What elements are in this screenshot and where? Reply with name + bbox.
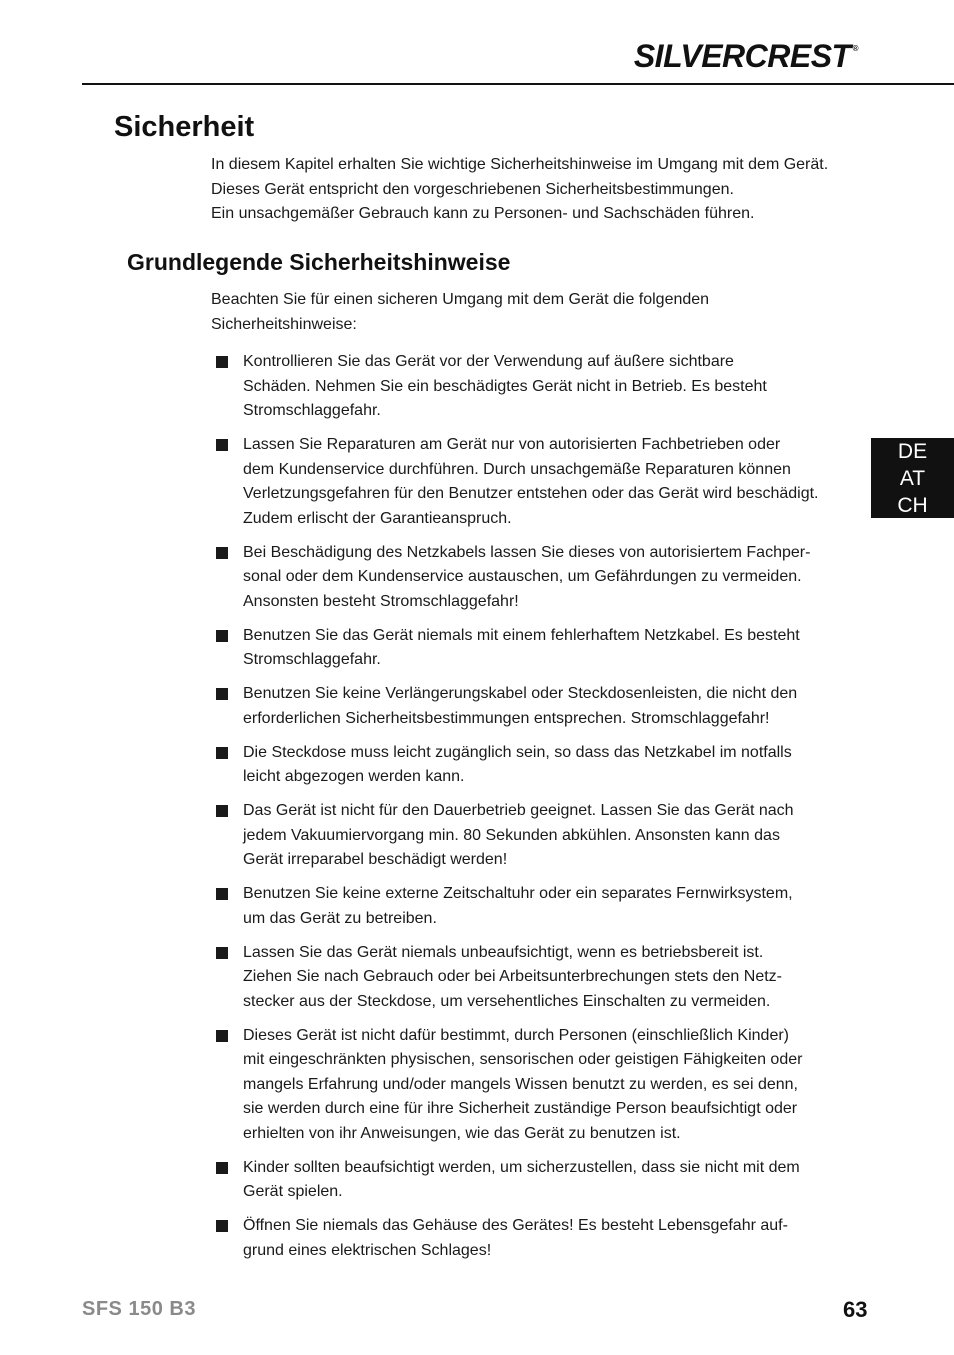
safety-instruction-line: sie werden durch eine für ihre Sicherheit zuständige Person beaufsichtigt oder <box>243 1100 798 1117</box>
safety-instruction-line: sonal oder dem Kundenservice austauschen, um Gefährdungen zu vermeiden. <box>243 568 802 585</box>
square-bullet-icon <box>216 630 228 642</box>
lead-line: Sicherheitshinweise: <box>211 315 357 333</box>
lead-line: Beachten Sie für einen sicheren Umgang mit dem Gerät die folgenden <box>211 291 710 308</box>
square-bullet-icon <box>216 547 228 559</box>
safety-instruction-line: Ziehen Sie nach Gebrauch oder bei Arbeitsunterbrechungen stets den Netz- <box>243 968 782 985</box>
safety-instruction-item <box>211 541 851 615</box>
safety-instruction-line: Gerät spielen. <box>243 1183 343 1200</box>
safety-instruction-item <box>211 741 851 790</box>
safety-instruction-line: dem Kundenservice durchführen. Durch unsachgemäße Reparaturen können <box>243 460 791 478</box>
language-code-de: DE <box>897 439 928 463</box>
safety-instruction-line: Ansonsten besteht Stromschlaggefahr! <box>243 592 519 610</box>
square-bullet-icon <box>216 1220 228 1232</box>
language-code-at: AT <box>899 466 926 490</box>
safety-instruction-line: Benutzen Sie keine externe Zeitschaltuhr oder ein separates Fernwirksystem, <box>243 885 793 902</box>
safety-instruction-item <box>211 624 851 673</box>
footer-model-number: SFS 150 B3 <box>82 1298 196 1320</box>
square-bullet-icon <box>216 947 228 959</box>
safety-instruction-line: Öffnen Sie niemals das Gehäuse des Gerätes! Es besteht Lebensgefahr auf- <box>243 1217 788 1234</box>
header-divider <box>82 83 954 85</box>
safety-instruction-line: Die Steckdose muss leicht zugänglich sein, so dass das Netzkabel im notfalls <box>243 743 792 761</box>
safety-instruction-line: Kontrollieren Sie das Gerät vor der Verwendung auf äußere sichtbare <box>243 353 734 370</box>
safety-instruction-line: Dieses Gerät ist nicht dafür bestimmt, durch Personen (einschließlich Kinder) <box>243 1026 789 1044</box>
safety-instruction-item <box>211 682 851 731</box>
safety-instruction-item <box>211 1156 851 1205</box>
square-bullet-icon <box>216 688 228 700</box>
safety-instruction-item <box>211 350 851 424</box>
safety-instruction-line: Kinder sollten beaufsichtigt werden, um sicherzustellen, dass sie nicht mit dem <box>243 1158 800 1176</box>
square-bullet-icon <box>216 805 228 817</box>
safety-instruction-line: mit eingeschränkten physischen, sensorischen oder geistigen Fähigkeiten oder <box>243 1051 803 1068</box>
safety-instruction-line: Das Gerät ist nicht für den Dauerbetrieb geeignet. Lassen Sie das Gerät nach <box>243 802 794 819</box>
page-number: 63 <box>843 1297 868 1322</box>
language-code-ch: CH <box>897 493 928 517</box>
safety-instruction-line: Zudem erlischt der Garantieanspruch. <box>243 509 512 527</box>
safety-instruction-line: jedem Vakuumiervorgang min. 80 Sekunden abkühlen. Ansonsten kann das <box>243 826 780 844</box>
square-bullet-icon <box>216 888 228 900</box>
square-bullet-icon <box>216 747 228 759</box>
safety-instruction-line: Stromschlaggefahr. <box>243 651 381 668</box>
safety-instruction-line: grund eines elektrischen Schlages! <box>243 1241 492 1259</box>
safety-instruction-line: stecker aus der Steckdose, um versehentliches Einschalten zu vermeiden. <box>243 992 771 1010</box>
safety-instruction-line: erhielten von ihr Anweisungen, wie das Gerät zu benutzen ist. <box>243 1124 681 1142</box>
safety-instruction-line: Lassen Sie Reparaturen am Gerät nur von autorisierten Fachbetrieben oder <box>243 436 781 453</box>
safety-instruction-item <box>211 1214 851 1263</box>
safety-instruction-line: erforderlichen Sicherheitsbestimmungen entsprechen. Stromschlaggefahr! <box>243 709 770 727</box>
language-tab <box>871 438 954 518</box>
safety-instruction-line: Benutzen Sie das Gerät niemals mit einem fehlerhaftem Netzkabel. Es besteht <box>243 626 800 644</box>
safety-instruction-item <box>211 433 851 531</box>
safety-instruction-item <box>211 941 851 1015</box>
safety-instruction-line: um das Gerät zu betreiben. <box>243 909 437 927</box>
registered-mark: ® <box>852 44 858 53</box>
square-bullet-icon <box>216 356 228 368</box>
safety-instruction-item <box>211 882 851 931</box>
safety-instruction-line: Stromschlaggefahr. <box>243 402 381 419</box>
safety-instruction-item <box>211 799 851 873</box>
safety-instruction-line: Schäden. Nehmen Sie ein beschädigtes Gerät nicht in Betrieb. Es besteht <box>243 377 767 395</box>
square-bullet-icon <box>216 1162 228 1174</box>
safety-instruction-line: leicht abgezogen werden kann. <box>243 768 465 785</box>
brand-logo <box>634 38 858 75</box>
safety-instruction-list <box>211 350 851 1273</box>
safety-instruction-line: Gerät irreparabel beschädigt werden! <box>243 851 508 868</box>
section-title: Grundlegende Sicherheitshinweise <box>127 249 511 275</box>
safety-instruction-line: mangels Erfahrung und/oder mangels Wissen benutzt zu werden, es sei denn, <box>243 1075 798 1093</box>
intro-line: In diesem Kapitel erhalten Sie wichtige Sicherheitshinweise im Umgang mit dem Gerät. <box>211 156 829 173</box>
brand-logo-text: SILVERCREST <box>633 38 851 74</box>
safety-instruction-line: Lassen Sie das Gerät niemals unbeaufsichtigt, wenn es betriebsbereit ist. <box>243 943 764 961</box>
intro-line: Dieses Gerät entspricht den vorgeschriebenen Sicherheitsbestimmungen. <box>211 180 734 198</box>
intro-line: Ein unsachgemäßer Gebrauch kann zu Personen- und Sachschäden führen. <box>211 205 755 222</box>
safety-instruction-item <box>211 1024 851 1147</box>
safety-instruction-line: Benutzen Sie keine Verlängerungskabel oder Steckdosenleisten, die nicht den <box>243 685 798 702</box>
intro-paragraph <box>211 153 851 227</box>
square-bullet-icon <box>216 439 228 451</box>
lead-paragraph <box>211 288 831 337</box>
page-title: Sicherheit <box>114 111 255 143</box>
safety-instruction-line: Bei Beschädigung des Netzkabels lassen Sie dieses von autorisiertem Fachper- <box>243 543 811 561</box>
square-bullet-icon <box>216 1030 228 1042</box>
safety-instruction-line: Verletzungsgefahren für den Benutzer entstehen oder das Gerät wird beschädigt. <box>243 485 819 502</box>
